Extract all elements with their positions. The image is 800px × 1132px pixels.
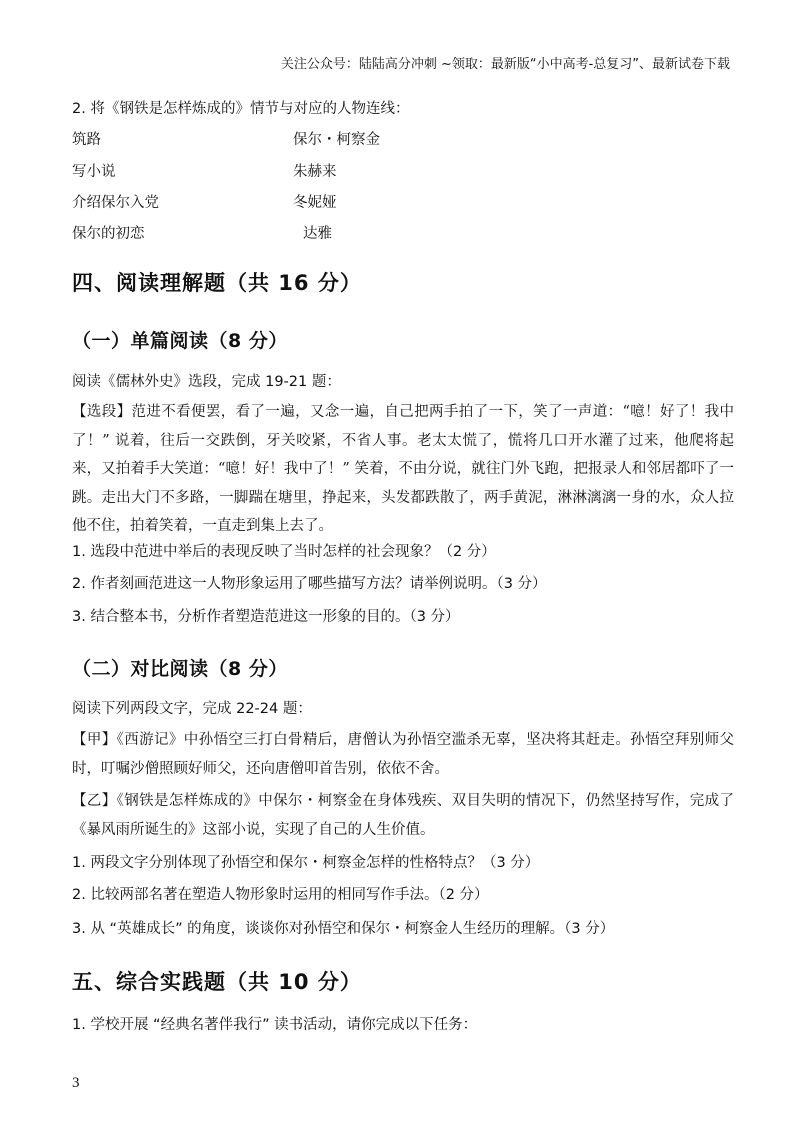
matching-question-prompt: 2. 将《钢铁是怎样炼成的》情节与对应的人物连线： [72, 101, 410, 117]
part1-question: 2. 作者刻画范进这一人物形象运用了哪些描写方法？请举例说明。（3 分） [72, 576, 547, 592]
match-left-item: 介绍保尔入党 [72, 195, 159, 211]
passage-jia [72, 726, 734, 783]
page-header: 关注公众号：陆陆高分冲刺 ~领取：最新版“小中高考-总复习”、最新试卷下载 [280, 57, 730, 72]
match-left-item: 筑路 [72, 132, 101, 148]
match-right-item: 保尔・柯察金 [293, 132, 380, 148]
passage-text: 范进不看便罢，看了一遍，又念一遍，自己把两手拍了一下，笑了一声道：“噫！好了！我中了！” 说着，往后一交跌倒，牙关咬紧，不省人事。老太太慌了，慌将几口开水灌了过来，他爬将起来，又拍着手大笑道：“噫！好！我中了！” 笑着，不由分说，就往门外飞跑，把报录人和邻居都吓了一跳。走出大门不多路，一脚踹在塘里，挣起来，头发都跌散了，两手黄泥，淋淋漓漓一身的水，众人拉他不住，拍着笑着，一直走到集上去了。 [72, 404, 734, 534]
section5-question: 1. 学校开展 “经典名著伴我行” 读书活动，请你完成以下任务： [72, 1017, 478, 1033]
part2-question: 1. 两段文字分别体现了孙悟空和保尔・柯察金怎样的性格特点？（3 分） [72, 855, 540, 871]
yi-text: 《钢铁是怎样炼成的》中保尔・柯察金在身体残疾、双目失明的情况下，仍然坚持写作，完成了《暴风雨所诞生的》这部小说，实现了自己的人生价值。 [72, 793, 735, 838]
part2-question: 2. 比较两部名著在塑造人物形象时运用的相同写作手法。（2 分） [72, 887, 489, 903]
passage-yi [72, 787, 734, 844]
section5-title: 五、综合实践题（共 10 分） [72, 970, 362, 994]
part1-title: （一）单篇阅读（8 分） [72, 330, 288, 352]
match-left-item: 写小说 [72, 164, 116, 180]
part2-intro: 阅读下列两段文字，完成 22-24 题： [72, 701, 312, 717]
match-left-item: 保尔的初恋 [72, 226, 145, 242]
jia-tag: 【甲】 [72, 732, 117, 748]
passage-excerpt [72, 398, 734, 541]
part1-intro: 阅读《儒林外史》选段，完成 19-21 题： [72, 374, 341, 390]
part1-question: 3. 结合整本书，分析作者塑造范进这一形象的目的。（3 分） [72, 609, 460, 625]
yi-tag: 【乙】 [72, 793, 117, 809]
section4-title: 四、阅读理解题（共 16 分） [72, 271, 362, 295]
page-number: 3 [72, 1075, 80, 1091]
match-right-item: 朱赫来 [293, 164, 337, 180]
part2-title: （二）对比阅读（8 分） [72, 658, 288, 680]
match-right-item: 冬妮娅 [293, 195, 337, 211]
match-right-item: 达雅 [303, 226, 332, 242]
jia-text: 《西游记》中孙悟空三打白骨精后，唐僧认为孙悟空滥杀无辜，坚决将其赶走。孙悟空拜别师父时，叮嘱沙僧照顾好师父，还向唐僧叩首告别，依依不舍。 [72, 732, 735, 777]
part1-question: 1. 选段中范进中举后的表现反映了当时怎样的社会现象？（2 分） [72, 544, 496, 560]
passage-tag: 【选段】 [72, 404, 132, 420]
part2-question: 3. 从 “英雄成长” 的角度，谈谈你对孙悟空和保尔・柯察金人生经历的理解。（3 分） [72, 921, 615, 937]
